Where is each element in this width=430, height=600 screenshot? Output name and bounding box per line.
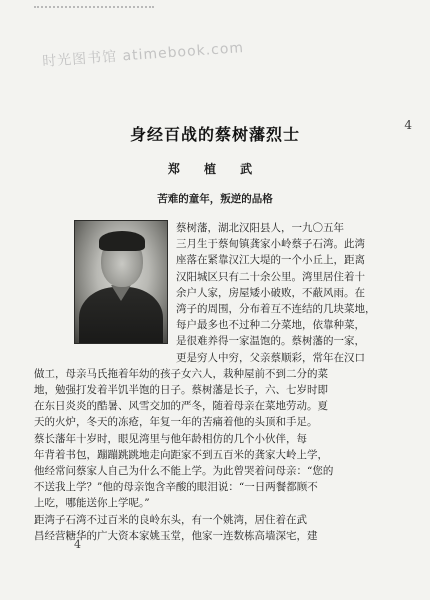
body-text-line: 湾子的周围，分布着互不连结的几块菜地，	[176, 303, 376, 315]
body-text-line: 不送我上学？”他的母亲饱含辛酸的眼泪说：“一日两餐都顾不	[34, 481, 318, 494]
body-text-line: 地，勉强打发着半饥半饱的日子。蔡树藩是长子，六、七岁时即	[34, 384, 328, 396]
body-text-line: 座落在紧靠汉江大堤的一个小丘上，距离	[176, 254, 365, 267]
top-dotted-rule	[34, 6, 154, 16]
section-subheading: 苦难的童年，叛逆的品格	[157, 193, 273, 205]
page-number: 4	[74, 538, 81, 551]
portrait-photo	[74, 220, 168, 344]
margin-mark: 4	[404, 118, 412, 132]
body-text-line: 年背着书包，蹦蹦跳跳地走向距家不到五百米的龚家大岭上学，	[34, 448, 328, 461]
body-text-line: 天的火炉，冬天的冻疮，年复一年的苦痛着他的头顶和手足。	[34, 416, 318, 429]
body-text-line: 上吃，哪能送你上学呢。”	[34, 497, 150, 510]
body-text-line: 蔡树藩，湖北汉阳县人，一九〇五年	[176, 222, 344, 234]
body-text-line: 蔡长藩年十岁时，眼见湾里与他年龄相仿的几个小伙伴，每	[34, 432, 307, 445]
body-text-line: 他经常问蔡家人自己为什么不能上学。为此曾哭着问母亲：“您的	[34, 465, 334, 477]
article-title: 身经百战的蔡树藩烈士	[129, 125, 300, 144]
body-text-line: 每户最多也不过种二分菜地，依靠种菜，	[176, 319, 365, 332]
body-text-line: 在东日炎炎的酷暑、风雪交加的严冬，随着母亲在菜地劳动。夏	[34, 400, 328, 413]
portrait-hair	[99, 231, 145, 251]
body-text-line: 三月生于蔡甸镇龚家小岭蔡子石湾。此湾	[176, 238, 365, 251]
body-text-line: 做工，母亲马氏拖着年幼的孩子女六人，栽种屋前不到二分的菜	[34, 367, 328, 380]
body-text-line: 更是穷人中穷，父亲蔡顺彩，常年在汉口	[176, 351, 365, 364]
body-text-line: 余户人家，房屋矮小破败，不蔽风雨。在	[176, 286, 365, 299]
watermark-text: 时光图书馆 atimebook.com	[41, 39, 245, 71]
body-text-line: 距湾子石湾不过百米的良岭东头，有一个姚湾，居住着在武	[34, 513, 307, 526]
article-author: 郑 植 武	[167, 162, 263, 176]
body-text-line: 是很难养得一家温饱的。蔡树藩的一家，	[176, 335, 365, 348]
body-text-line: 昌经营糖华的广大资本家姚玉堂，他家一连数栋高墙深宅，建	[34, 529, 318, 542]
body-text-line: 汉阳城区只有二十余公里。湾里居住着十	[176, 270, 365, 283]
